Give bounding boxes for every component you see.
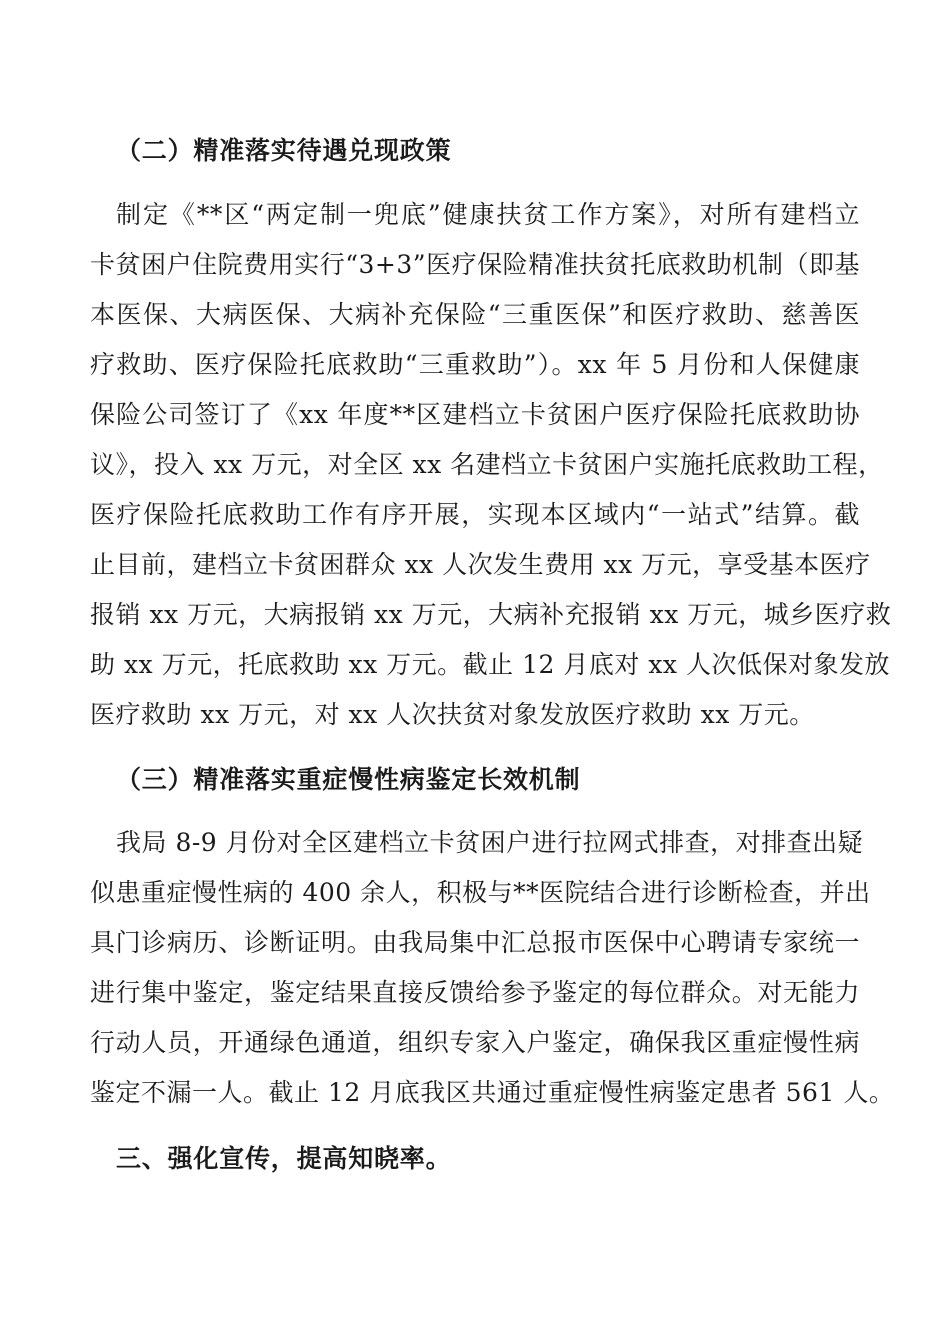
paragraph-line: 制定《**区“两定制一兜底”健康扶贫工作方案》，对所有建档立 [116, 200, 860, 229]
paragraph-line: 似患重症慢性病的 400 余人，积极与**医院结合进行诊断检查，并出 [90, 878, 871, 907]
paragraph-line: 鉴定不漏一人。截止 12 月底我区共通过重症慢性病鉴定患者 561 人。 [90, 1078, 895, 1107]
paragraph-line: 议》，投入 xx 万元，对全区 xx 名建档立卡贫困户实施托底救助工程， [90, 450, 884, 479]
paragraph-line: 我局 8-9 月份对全区建档立卡贫困户进行拉网式排查，对排查出疑 [116, 828, 864, 857]
paragraph-line: 医疗保险托底救助工作有序开展，实现本区域内“一站式”结算。截 [90, 500, 860, 529]
section-heading-2: （二）精准落实待遇兑现政策 [116, 136, 452, 165]
paragraph-line: 助 xx 万元，托底救助 xx 万元。截止 12 月底对 xx 人次低保对象发放 [90, 650, 890, 679]
section-heading-main-3: 三、强化宣传，提高知晓率。 [116, 1144, 452, 1173]
paragraph-line: 保险公司签订了《xx 年度**区建档立卡贫困户医疗保险托底救助协 [90, 400, 860, 429]
section-heading-3: （三）精准落实重症慢性病鉴定长效机制 [116, 765, 581, 794]
paragraph-line: 卡贫困户住院费用实行“3+3”医疗保险精准扶贫托底救助机制（即基 [90, 250, 860, 279]
paragraph-line: 行动人员，开通绿色通道，组织专家入户鉴定，确保我区重症慢性病 [90, 1028, 860, 1057]
paragraph-line: 止目前，建档立卡贫困群众 xx 人次发生费用 xx 万元，享受基本医疗 [90, 550, 871, 579]
paragraph-line: 具门诊病历、诊断证明。由我局集中汇总报市医保中心聘请专家统一 [90, 928, 860, 957]
paragraph-line: 本医保、大病医保、大病补充保险“三重医保”和医疗救助、慈善医 [90, 300, 860, 329]
paragraph-line: 疗救助、医疗保险托底救助“三重救助”）。xx 年 5 月份和人保健康 [90, 350, 860, 379]
paragraph-line: 进行集中鉴定，鉴定结果直接反馈给参予鉴定的每位群众。对无能力 [90, 978, 860, 1007]
paragraph-line: 医疗救助 xx 万元，对 xx 人次扶贫对象发放医疗救助 xx 万元。 [90, 700, 815, 729]
paragraph-line: 报销 xx 万元，大病报销 xx 万元，大病补充报销 xx 万元，城乡医疗救 [90, 600, 892, 629]
